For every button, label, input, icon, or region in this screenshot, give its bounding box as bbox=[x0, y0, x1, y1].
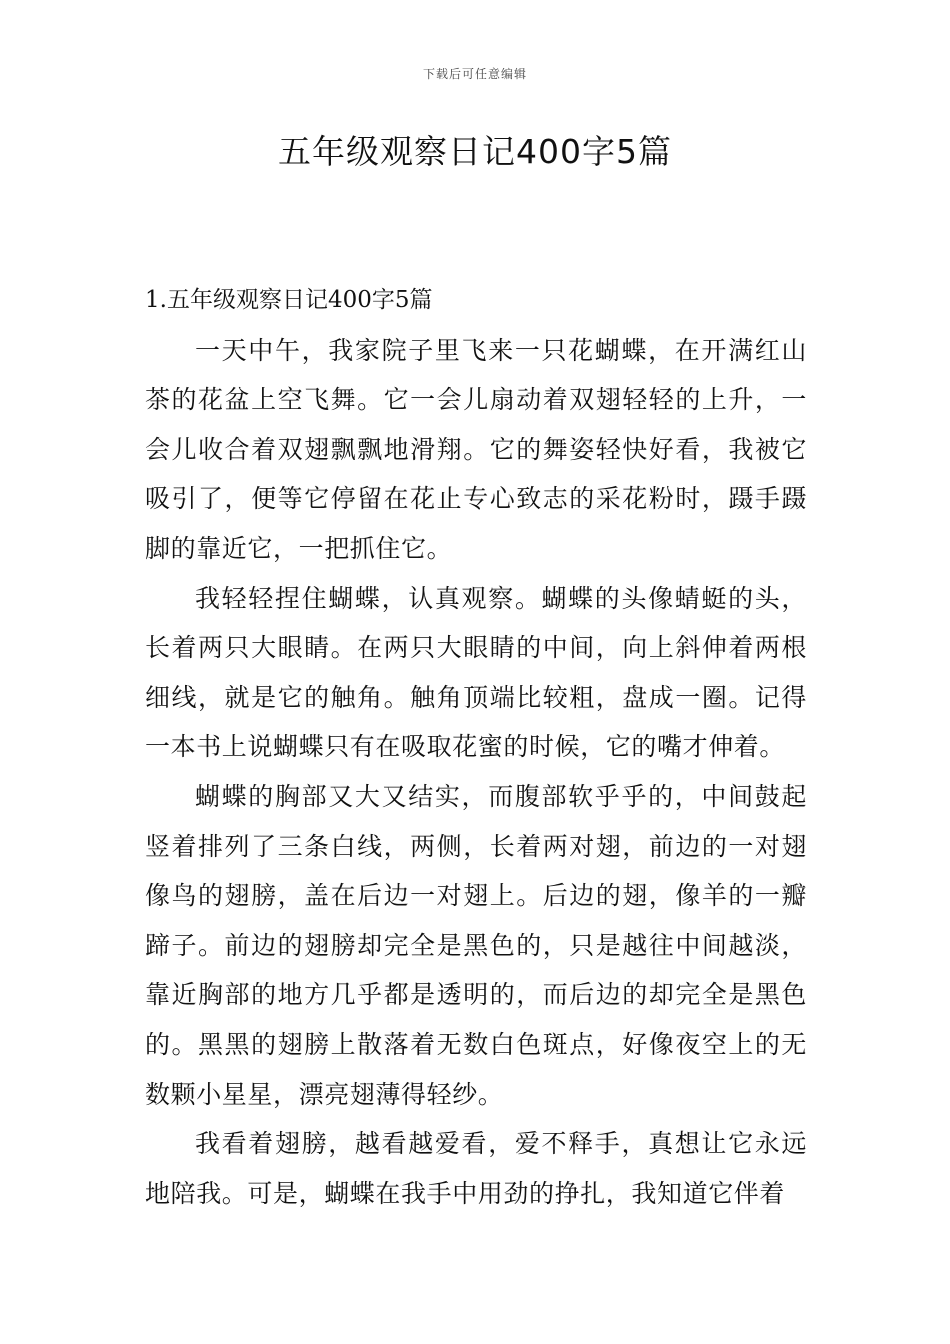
paragraph-1: 一天中午，我家院子里飞来一只花蝴蝶，在开满红山茶的花盆上空飞舞。它一会儿扇动着双翅轻轻的上升，一会儿收合着双翅飘飘地滑翔。它的舞姿轻快好看，我被它吸引了，便等它停留在花止专心致志的采花粉时，蹑手蹑脚的靠近它，一把抓住它。 bbox=[145, 335, 807, 563]
header-note: 下载后可任意编辑 bbox=[422, 67, 527, 81]
paragraph-4: 我看着翅膀，越看越爱看，爱不释手，真想让它永远地陪我。可是，蝴蝶在我手中用劲的挣扎，我知道它伴着 bbox=[145, 1129, 807, 1208]
document-body bbox=[145, 276, 807, 1218]
paragraph-2: 我轻轻捏住蝴蝶，认真观察。蝴蝶的头像蜻蜓的头，长着两只大眼睛。在两只大眼睛的中间，向上斜伸着两根细线，就是它的触角。触角顶端比较粗，盘成一圈。记得一本书上说蝴蝶只有在吸取花蜜的时候，它的嘴才伸着。 bbox=[145, 583, 807, 762]
section-heading: 1.五年级观察日记400字5篇 bbox=[145, 287, 433, 313]
page-title: 五年级观察日记400字5篇 bbox=[278, 132, 672, 171]
paragraph-3: 蝴蝶的胸部又大又结实，而腹部软乎乎的，中间鼓起竖着排列了三条白线，两侧，长着两对翅，前边的一对翅像鸟的翅膀，盖在后边一对翅上。后边的翅，像羊的一瓣蹄子。前边的翅膀却完全是黑色的，只是越往中间越淡，靠近胸部的地方几乎都是透明的，而后边的却完全是黑色的。黑黑的翅膀上散落着无数白色斑点，好像夜空上的无数颗小星星，漂亮翅薄得轻纱。 bbox=[145, 781, 807, 1109]
